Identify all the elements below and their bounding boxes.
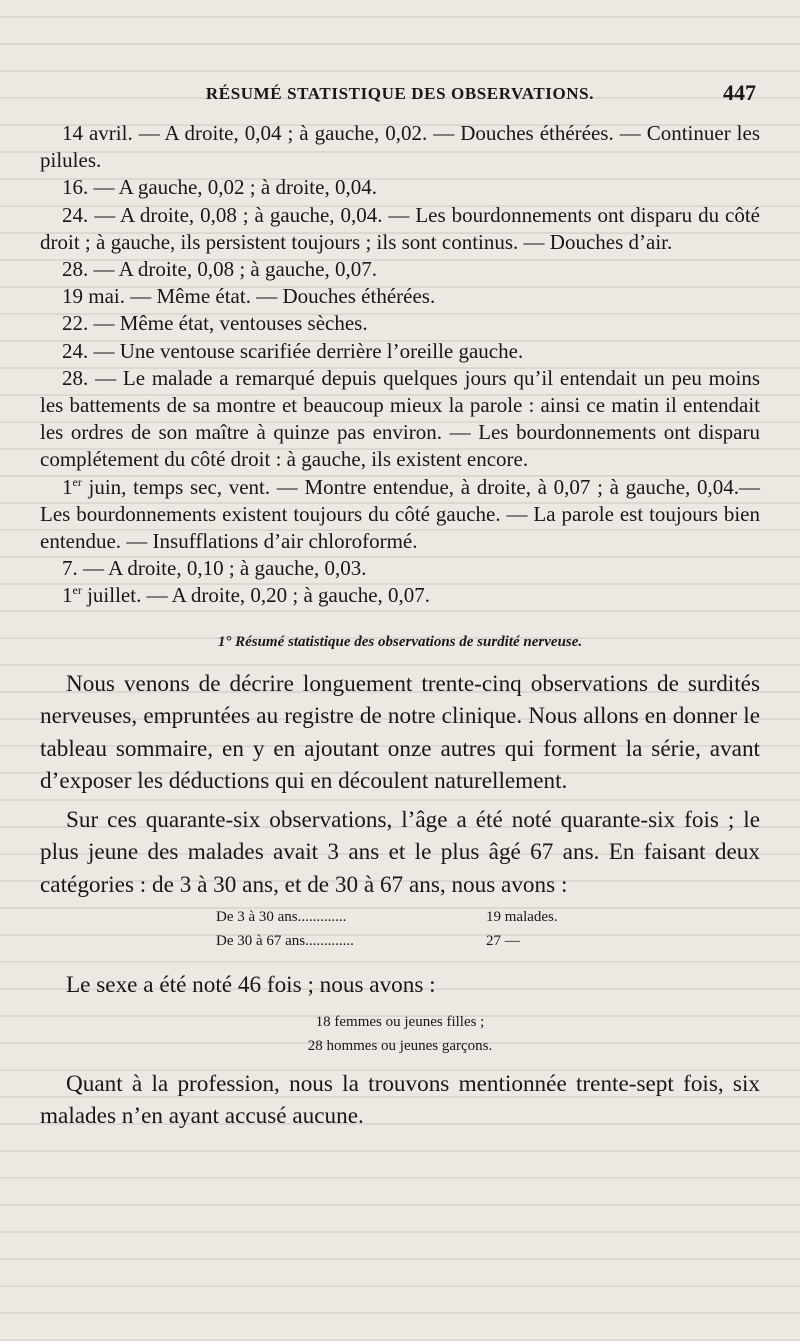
age-count: 27 — xyxy=(486,933,520,950)
sex-paragraph: Le sexe a été noté 46 fois ; nous avons : xyxy=(66,972,436,999)
entry-28-malade: 28. — Le malade a remarqué depuis quelques jours qu’il entendait un peu moins les battements de sa montre et beaucoup mieux la parole : ainsi ce matin il entendait les ordres de son maître à quinze pas environ. — Les bourdonnements ont disparu complétement du côté droit : à gauche, ils existent encore. xyxy=(40,365,760,472)
page-number: 447 xyxy=(723,80,756,105)
entry-16: 16. — A gauche, 0,02 ; à droite, 0,04. xyxy=(62,175,377,200)
age-table xyxy=(216,905,760,953)
entry-14-avril: 14 avril. — A droite, 0,04 ; à gauche, 0,02. — Douches éthérées. — Continuer les pilules. xyxy=(40,121,760,173)
running-title: RÉSUMÉ STATISTIQUE DES OBSERVATIONS. xyxy=(205,84,595,103)
ordinal-suffix: er xyxy=(72,583,82,598)
age-range: De 30 à 67 ans............. xyxy=(216,933,354,950)
age-count: 19 malades. xyxy=(486,909,558,926)
entry-24: 24. — A droite, 0,08 ; à gauche, 0,04. — Les bourdonnements ont disparu du côté droit ; à gauche, ils persistent toujours ; ils sont continus. — Douches d’air. xyxy=(40,202,760,254)
age-paragraph: Sur ces quarante-six observations, l’âge a été noté quarante-six fois ; le plus jeune des malades avait 3 ans et le plus âgé 67 ans. En faisant deux catégories : de 3 à 30 ans, et de 30 à 67 ans, nous avons : xyxy=(40,806,760,898)
entry-7: 7. — A droite, 0,10 ; à gauche, 0,03. xyxy=(62,556,367,581)
entry-1er-juillet xyxy=(40,582,760,609)
age-row xyxy=(216,905,760,929)
age-row xyxy=(216,929,760,953)
entry-text: juillet. — A droite, 0,20 ; à gauche, 0,07. xyxy=(81,583,431,608)
entry-day: 1 xyxy=(62,583,73,608)
section-heading: 1° Résumé statistique des observations de surdité nerveuse. xyxy=(217,633,583,650)
entry-1er-juin xyxy=(40,474,760,556)
entry-22: 22. — Même état, ventouses sèches. xyxy=(62,311,368,336)
entry-19-mai: 19 mai. — Même état. — Douches éthérées. xyxy=(62,284,436,309)
sex-line: 18 femmes ou jeunes filles ; xyxy=(315,1013,485,1030)
intro-paragraph: Nous venons de décrire longuement trente-cinq observations de surdités nerveuses, empruntées au registre de notre clinique. Nous allons en donner le tableau sommaire, en y en ajoutant onze autres qui forment la série, avant d’exposer les déductions qui en découlent naturellement. xyxy=(40,670,760,795)
entry-text: juin, temps sec, vent. — Montre entendue, à droite, à 0,07 ; à gauche, 0,04.—Les bourdonnements existent toujours du côté gauche. — La parole est toujours bien entendue. — Insufflations d’air chloroformé. xyxy=(40,474,760,554)
profession-paragraph: Quant à la profession, nous la trouvons mentionnée trente-sept fois, six malades n’en ayant accusé aucune. xyxy=(40,1070,760,1130)
page-body xyxy=(40,120,760,1133)
ordinal-suffix: er xyxy=(72,474,82,489)
age-range: De 3 à 30 ans............. xyxy=(216,909,347,926)
sex-line: 28 hommes ou jeunes garçons. xyxy=(307,1037,493,1054)
entry-day: 1 xyxy=(62,474,73,499)
entry-24-ventouse: 24. — Une ventouse scarifiée derrière l’oreille gauche. xyxy=(62,338,524,363)
entry-28: 28. — A droite, 0,08 ; à gauche, 0,07. xyxy=(62,257,377,282)
page-header xyxy=(40,80,760,112)
